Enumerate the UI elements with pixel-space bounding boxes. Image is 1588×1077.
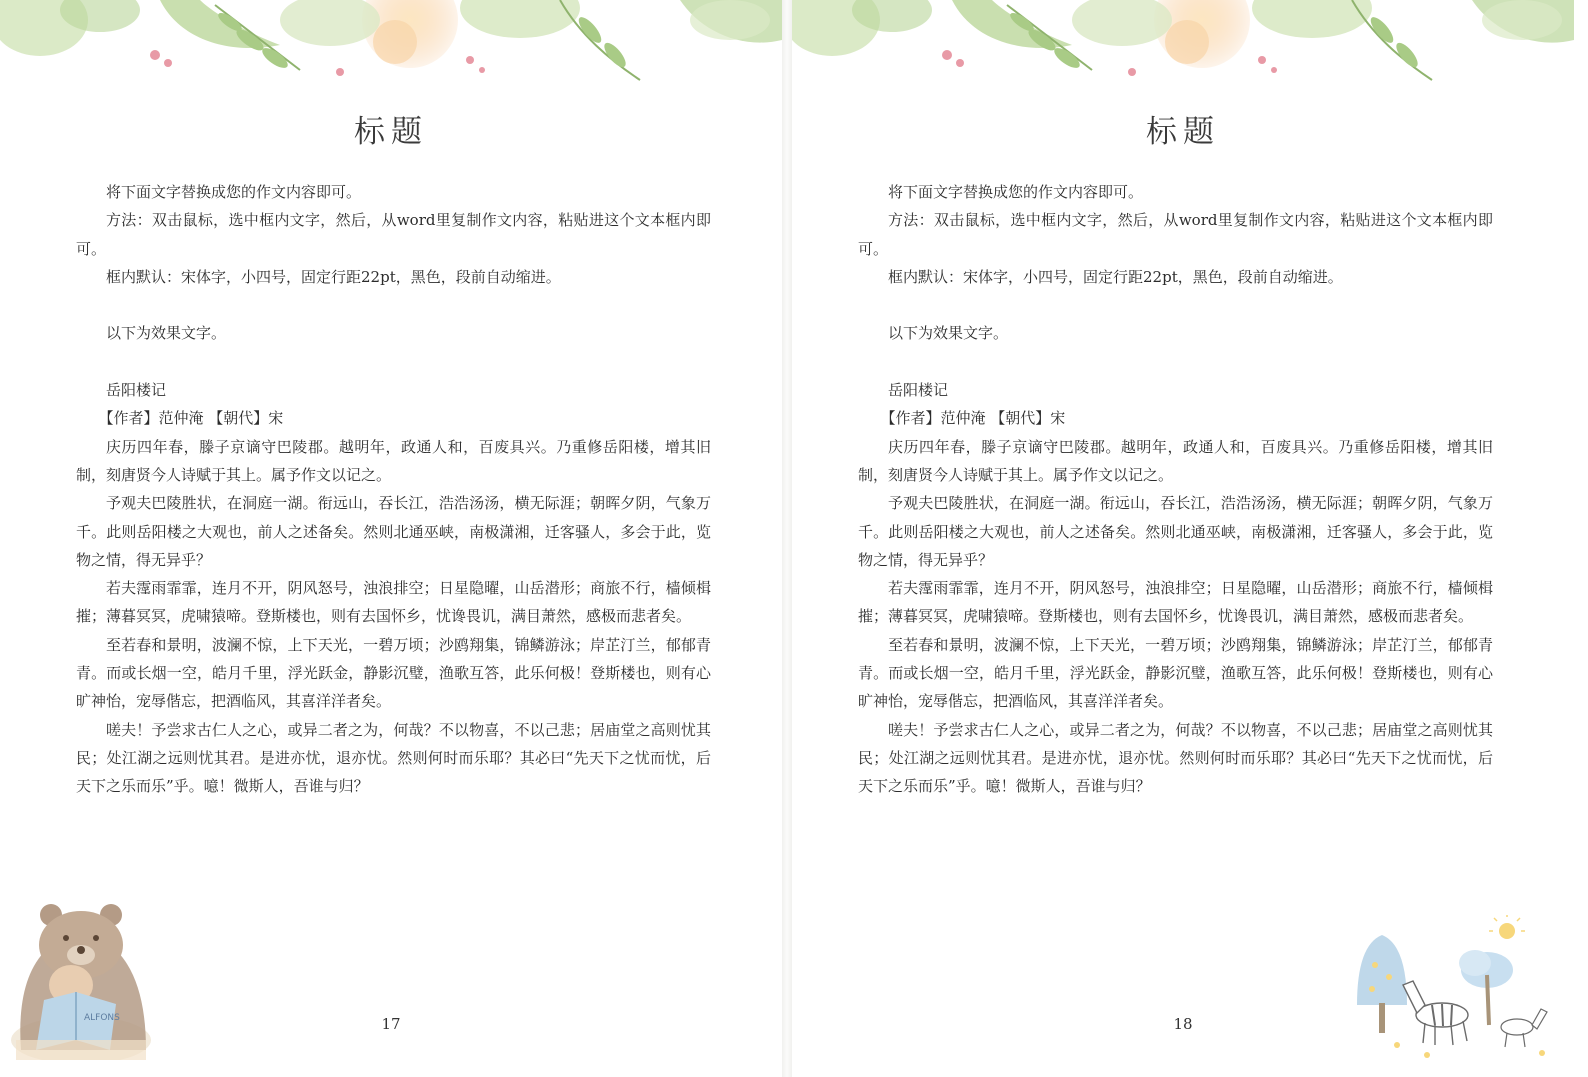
essay-title: 岳阳楼记 [888,381,949,400]
blank-line [76,348,711,376]
page-17 [0,0,782,1077]
page-title: 标题 [354,114,428,150]
bear-reading-illustration [6,900,156,1060]
paragraph: 将下面文字替换成您的作文内容即可。 [106,183,362,201]
paragraph: 框内默认：宋体字，小四号，固定行距22pt，黑色，段前自动缩进。 [888,267,1343,286]
essay-author: 【作者】范仲淹 【朝代】宋 [880,409,1066,428]
text-box[interactable] [858,178,1493,801]
blank-line [858,348,1493,376]
page-title: 标题 [1146,114,1220,150]
page-number: 18 [1173,1015,1193,1033]
paragraph: 至若春和景明，波澜不惊，上下天光，一碧万顷；沙鸥翔集，锦鳞游泳；岸芷汀兰，郁郁青青。而或长烟一空，皓月千里，浮光跃金，静影沉璧，渔歌互答，此乐何极！登斯楼也，则有心旷神怡，宠辱偕忘，把酒临风，其喜洋洋者矣。 [858,635,1493,711]
paragraph: 若夫霪雨霏霏，连月不开，阴风怒号，浊浪排空；日星隐曜，山岳潜形；商旅不行，樯倾楫摧；薄暮冥冥，虎啸猿啼。登斯楼也，则有去国怀乡，忧谗畏讥，满目萧然，感极而悲者矣。 [858,579,1493,626]
paragraph: 庆历四年春，滕子京谪守巴陵郡。越明年，政通人和，百废具兴。乃重修岳阳楼，增其旧制，刻唐贤今人诗赋于其上。属予作文以记之。 [76,437,711,484]
paragraph: 以下为效果文字。 [106,324,227,343]
paragraph: 方法：双击鼠标，选中框内文字，然后，从word里复制作文内容，粘贴进这个文本框内即可。 [76,211,711,258]
paragraph: 至若春和景明，波澜不惊，上下天光，一碧万顷；沙鸥翔集，锦鳞游泳；岸芷汀兰，郁郁青青。而或长烟一空，皓月千里，浮光跃金，静影沉璧，渔歌互答，此乐何极！登斯楼也，则有心旷神怡，宠辱偕忘，把酒临风，其喜洋洋者矣。 [76,635,711,711]
leaf-banner-decoration [0,0,782,92]
paragraph: 框内默认：宋体字，小四号，固定行距22pt，黑色，段前自动缩进。 [106,267,561,286]
paragraph: 方法：双击鼠标，选中框内文字，然后，从word里复制作文内容，粘贴进这个文本框内即可。 [858,211,1493,258]
paragraph: 予观夫巴陵胜状，在洞庭一湖。衔远山，吞长江，浩浩汤汤，横无际涯；朝晖夕阴，气象万千。此则岳阳楼之大观也，前人之述备矣。然则北通巫峡，南极潇湘，迁客骚人，多会于此，览物之情，得无异乎？ [858,494,1493,569]
page-gutter [782,0,792,1077]
paragraph: 嗟夫！予尝求古仁人之心，或异二者之为，何哉？不以物喜，不以己悲；居庙堂之高则忧其民；处江湖之远则忧其君。是进亦忧，退亦忧。然则何时而乐耶？其必曰“先天下之忧而忧，后天下之乐而乐”乎。噫！微斯人，吾谁与归？ [858,720,1493,796]
page-18 [792,0,1574,1077]
paragraph: 以下为效果文字。 [888,324,1009,343]
paragraph: 庆历四年春，滕子京谪守巴陵郡。越明年，政通人和，百废具兴。乃重修岳阳楼，增其旧制，刻唐贤今人诗赋于其上。属予作文以记之。 [858,437,1493,484]
paragraph: 将下面文字替换成您的作文内容即可。 [888,183,1144,201]
leaf-banner-decoration [792,0,1574,92]
book-cover-text: ALFONS [84,1013,120,1023]
page-number: 17 [381,1015,401,1033]
text-box[interactable] [76,178,711,801]
paragraph: 予观夫巴陵胜状，在洞庭一湖。衔远山，吞长江，浩浩汤汤，横无际涯；朝晖夕阴，气象万千。此则岳阳楼之大观也，前人之述备矣。然则北通巫峡，南极潇湘，迁客骚人，多会于此，览物之情，得无异乎？ [76,494,711,569]
essay-author: 【作者】范仲淹 【朝代】宋 [98,409,284,428]
zebra-tree-illustration [1337,915,1567,1065]
blank-line [858,291,1493,319]
paragraph: 嗟夫！予尝求古仁人之心，或异二者之为，何哉？不以物喜，不以己悲；居庙堂之高则忧其民；处江湖之远则忧其君。是进亦忧，退亦忧。然则何时而乐耶？其必曰“先天下之忧而忧，后天下之乐而乐”乎。噫！微斯人，吾谁与归？ [76,720,711,796]
blank-line [76,291,711,319]
essay-title: 岳阳楼记 [106,381,167,400]
paragraph: 若夫霪雨霏霏，连月不开，阴风怒号，浊浪排空；日星隐曜，山岳潜形；商旅不行，樯倾楫摧；薄暮冥冥，虎啸猿啼。登斯楼也，则有去国怀乡，忧谗畏讥，满目萧然，感极而悲者矣。 [76,579,711,626]
